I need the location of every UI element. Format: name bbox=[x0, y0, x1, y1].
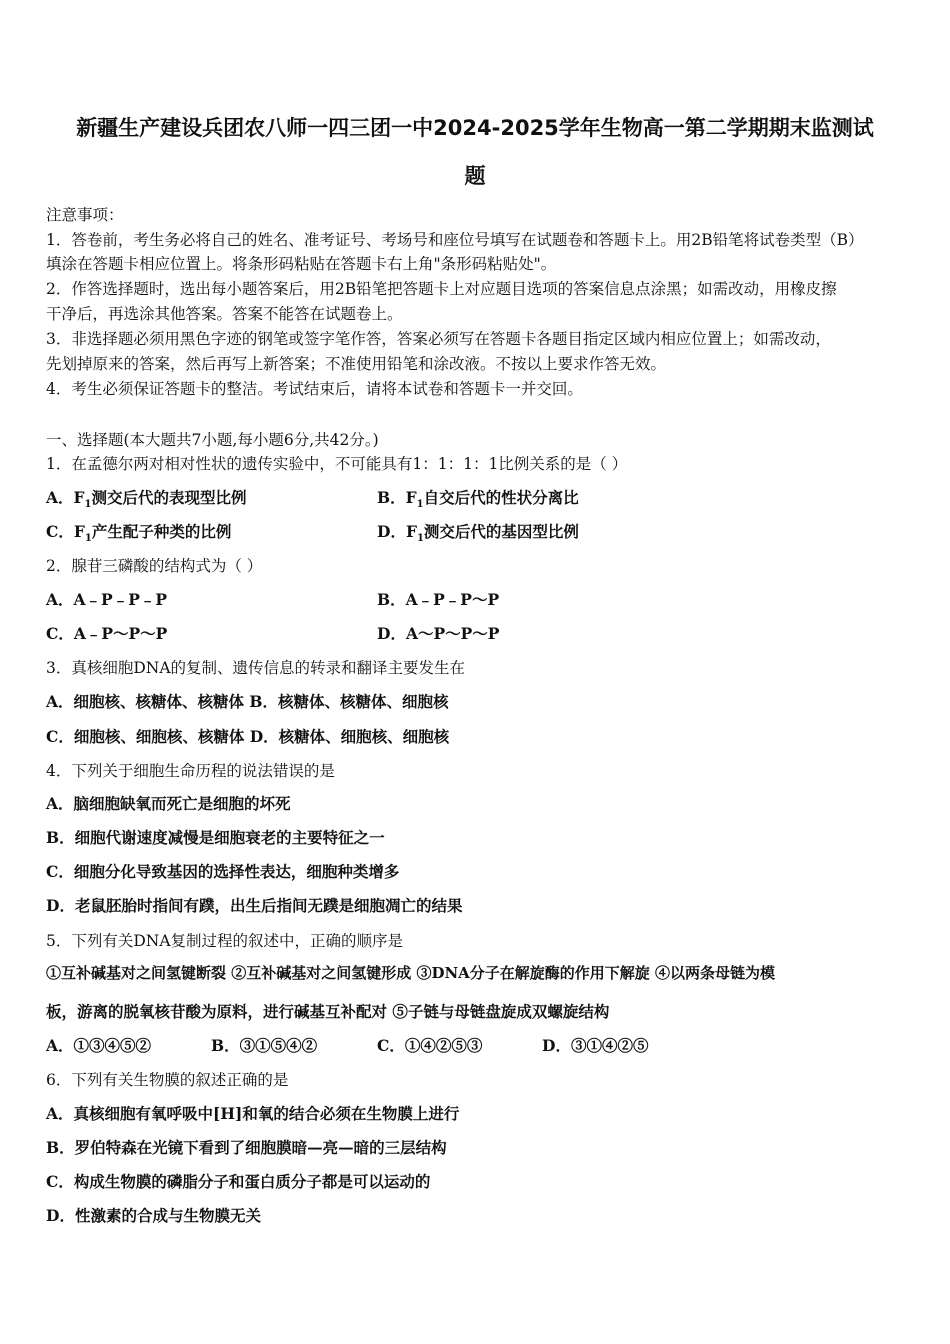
question-6-option-c: C．构成生物膜的磷脂分子和蛋白质分子都是可以运动的 bbox=[46, 1172, 431, 1191]
section-heading: 一、选择题(本大题共7小题,每小题6分,共42分。) bbox=[46, 431, 379, 449]
question-4-option-d: D．老鼠胚胎时指间有蹼，出生后指间无蹼是细胞凋亡的结果 bbox=[46, 896, 463, 915]
question-2-option-d: D．A～P～P～P bbox=[377, 624, 500, 643]
question-5-steps-line-1: ①互补碱基对之间氢键断裂 ②互补碱基对之间氢键形成 ③DNA分子在解旋酶的作用下解旋 ④以两条母链为模 bbox=[46, 964, 776, 982]
question-2-option-a: A．A﹣P﹣P﹣P bbox=[46, 590, 168, 609]
notice-line: 干净后，再选涂其他答案。答案不能答在试题卷上。 bbox=[46, 305, 403, 323]
question-4-option-c: C．细胞分化导致基因的选择性表达，细胞种类增多 bbox=[46, 862, 400, 881]
question-6-option-a: A．真核细胞有氧呼吸中[H]和氧的结合必须在生物膜上进行 bbox=[46, 1104, 460, 1123]
question-1-option-d: D．$F_1$测交后代的基因型比例 bbox=[377, 522, 579, 545]
question-5-option-d: D．③①④②⑤ bbox=[542, 1036, 649, 1055]
notice-line: 4．考生必须保证答题卡的整洁。考试结束后，请将本试卷和答题卡一并交回。 bbox=[46, 380, 583, 398]
question-3-options-ab: A．细胞核、核糖体、核糖体 B．核糖体、核糖体、细胞核 bbox=[46, 692, 449, 711]
question-4-stem: 4．下列关于细胞生命历程的说法错误的是 bbox=[46, 762, 335, 780]
question-2-stem: 2．腺苷三磷酸的结构式为（ ） bbox=[46, 557, 263, 575]
question-2-option-c: C．A﹣P～P～P bbox=[46, 624, 168, 643]
question-5-option-b: B．③①⑤④② bbox=[211, 1036, 318, 1055]
question-2-option-b: B．A﹣P﹣P～P bbox=[377, 590, 500, 609]
question-1-option-c: C．$F_1$产生配子种类的比例 bbox=[46, 522, 232, 545]
question-6-stem: 6．下列有关生物膜的叙述正确的是 bbox=[46, 1071, 289, 1089]
question-6-option-b: B．罗伯特森在光镜下看到了细胞膜暗—亮—暗的三层结构 bbox=[46, 1138, 447, 1157]
notice-line: 填涂在答题卡相应位置上。将条形码粘贴在答题卡右上角"条形码粘贴处"。 bbox=[46, 255, 557, 273]
notice-heading: 注意事项： bbox=[46, 206, 124, 224]
question-5-steps-line-2: 板，游离的脱氧核苷酸为原料，进行碱基互补配对 ⑤子链与母链盘旋成双螺旋结构 bbox=[46, 1002, 610, 1021]
page-title: 新疆生产建设兵团农八师一四三团一中2024-2025学年生物高一第二学期期末监测试 bbox=[76, 116, 874, 140]
question-4-option-a: A．脑细胞缺氧而死亡是细胞的坏死 bbox=[46, 794, 291, 813]
question-3-options-cd: C．细胞核、细胞核、核糖体 D．核糖体、细胞核、细胞核 bbox=[46, 727, 450, 746]
question-5-option-a: A．①③④⑤② bbox=[46, 1036, 152, 1055]
notice-line: 先划掉原来的答案，然后再写上新答案；不准使用铅笔和涂改液。不按以上要求作答无效。 bbox=[46, 355, 667, 373]
question-6-option-d: D．性激素的合成与生物膜无关 bbox=[46, 1206, 261, 1225]
question-3-stem: 3．真核细胞DNA的复制、遗传信息的转录和翻译主要发生在 bbox=[46, 659, 466, 677]
notice-line: 2．作答选择题时，选出每小题答案后，用2B铅笔把答题卡上对应题目选项的答案信息点涂黑；如需改动，用橡皮擦 bbox=[46, 280, 837, 298]
notice-line: 1．答卷前，考生务必将自己的姓名、准考证号、考场号和座位号填写在试题卷和答题卡上。用2B铅笔将试卷类型（B） bbox=[46, 231, 864, 249]
question-1-option-b: B．$F_1$自交后代的性状分离比 bbox=[377, 488, 579, 511]
page-title-continued: 题 bbox=[464, 164, 486, 188]
question-4-option-b: B．细胞代谢速度减慢是细胞衰老的主要特征之一 bbox=[46, 828, 385, 847]
question-5-option-c: C．①④②⑤③ bbox=[377, 1036, 483, 1055]
question-1-stem: 1．在孟德尔两对相对性状的遗传实验中，不可能具有1：1：1：1比例关系的是（ ） bbox=[46, 455, 628, 473]
question-5-stem: 5．下列有关DNA复制过程的叙述中，正确的顺序是 bbox=[46, 932, 404, 950]
notice-line: 3．非选择题必须用黑色字迹的钢笔或签字笔作答，答案必须写在答题卡各题目指定区域内相应位置上；如需改动， bbox=[46, 330, 831, 348]
question-1-option-a: A．$F_1$测交后代的表现型比例 bbox=[46, 488, 247, 511]
